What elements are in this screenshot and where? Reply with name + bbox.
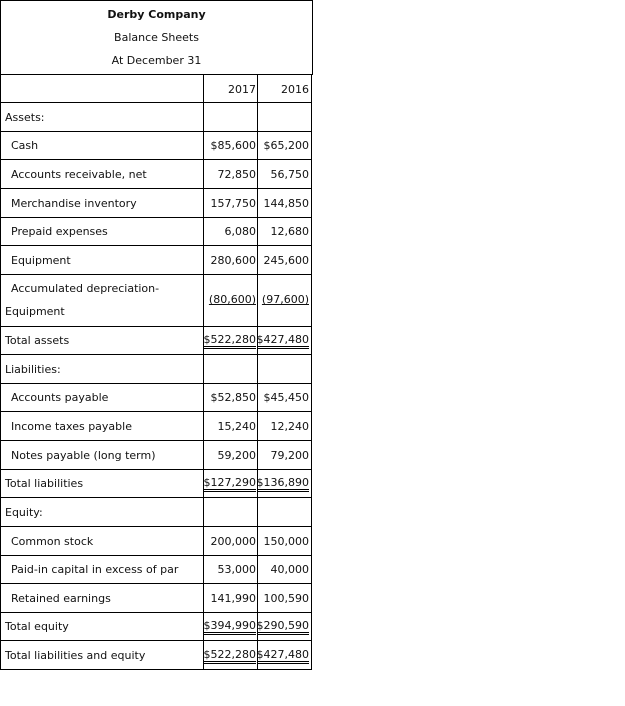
- value-2016: 144,850: [263, 197, 309, 210]
- row-label: Accounts receivable, net: [11, 168, 147, 181]
- statement-title: Balance Sheets: [114, 31, 199, 44]
- value-2016: $65,200: [263, 139, 309, 152]
- statement-date: At December 31: [111, 54, 202, 67]
- year-header-row: [0, 74, 312, 103]
- value-2017: 6,080: [224, 225, 256, 238]
- table-row: [0, 469, 312, 498]
- table-row: [0, 131, 312, 160]
- row-label: Common stock: [11, 535, 94, 548]
- row-label: Retained earnings: [11, 592, 111, 605]
- row-label: Accounts payable: [11, 391, 109, 404]
- value-2016: $45,450: [263, 391, 309, 404]
- year-2017: 2017: [228, 83, 256, 96]
- table-row: [0, 326, 312, 355]
- company-name: Derby Company: [107, 8, 206, 21]
- value-2017: 141,990: [210, 592, 256, 605]
- value-2016: 56,750: [270, 168, 309, 181]
- value-2017: $85,600: [210, 139, 256, 152]
- table-row: [0, 612, 312, 641]
- value-2017: $394,990: [204, 620, 257, 635]
- row-label: Income taxes payable: [11, 420, 132, 433]
- value-2017: 53,000: [217, 563, 256, 576]
- value-2017: 157,750: [210, 197, 256, 210]
- value-2016: $427,480: [257, 334, 310, 349]
- row-label: Liabilities:: [5, 363, 61, 376]
- table-row: [0, 103, 312, 132]
- value-2016: (97,600): [261, 293, 309, 306]
- value-2017: 72,850: [217, 168, 256, 181]
- table-row: [0, 160, 312, 189]
- value-2016: 12,680: [270, 225, 309, 238]
- table-row: [0, 355, 312, 384]
- row-label: Assets:: [5, 111, 45, 124]
- value-2017: (80,600): [208, 293, 256, 306]
- value-2017: $522,280: [204, 649, 257, 664]
- table-row: [0, 383, 312, 412]
- value-2017: 200,000: [210, 535, 256, 548]
- table-row: [0, 441, 312, 470]
- table-row: [0, 641, 312, 670]
- row-label: Accumulated depreciation-: [11, 282, 160, 295]
- table-row: [0, 275, 312, 327]
- table-row: [0, 246, 312, 275]
- value-2017: $52,850: [210, 391, 256, 404]
- value-2016: $290,590: [257, 620, 310, 635]
- value-2016: 79,200: [270, 449, 309, 462]
- value-2016: 245,600: [263, 254, 309, 267]
- row-label: Total liabilities: [5, 477, 84, 490]
- table-row: [0, 584, 312, 613]
- value-2016: 12,240: [270, 420, 309, 433]
- row-label: Paid-in capital in excess of par: [11, 563, 179, 576]
- table-row: [0, 189, 312, 218]
- table-row: [0, 217, 312, 246]
- row-label: Notes payable (long term): [11, 449, 156, 462]
- value-2017: 280,600: [210, 254, 256, 267]
- row-label: Cash: [11, 139, 39, 152]
- row-label: Merchandise inventory: [11, 197, 137, 210]
- row-label: Total liabilities and equity: [5, 649, 146, 662]
- value-2017: $127,290: [204, 477, 257, 492]
- value-2016: 150,000: [263, 535, 309, 548]
- sheet-header: [0, 0, 313, 75]
- row-label: Prepaid expenses: [11, 225, 108, 238]
- value-2016: 100,590: [263, 592, 309, 605]
- table-row: [0, 527, 312, 556]
- value-2017: 15,240: [217, 420, 256, 433]
- value-2017: $522,280: [204, 334, 257, 349]
- year-2016: 2016: [281, 83, 309, 96]
- table-row: [0, 412, 312, 441]
- value-2016: $136,890: [257, 477, 310, 492]
- value-2016: $427,480: [257, 649, 310, 664]
- table-row: [0, 555, 312, 584]
- row-label: Total assets: [5, 334, 70, 347]
- row-label: Total equity: [5, 620, 69, 633]
- row-label: Equipment: [11, 254, 71, 267]
- table-row: [0, 498, 312, 527]
- value-2017: 59,200: [217, 449, 256, 462]
- value-2016: 40,000: [270, 563, 309, 576]
- row-label-continued: Equipment: [5, 305, 65, 318]
- row-label: Equity:: [5, 506, 43, 519]
